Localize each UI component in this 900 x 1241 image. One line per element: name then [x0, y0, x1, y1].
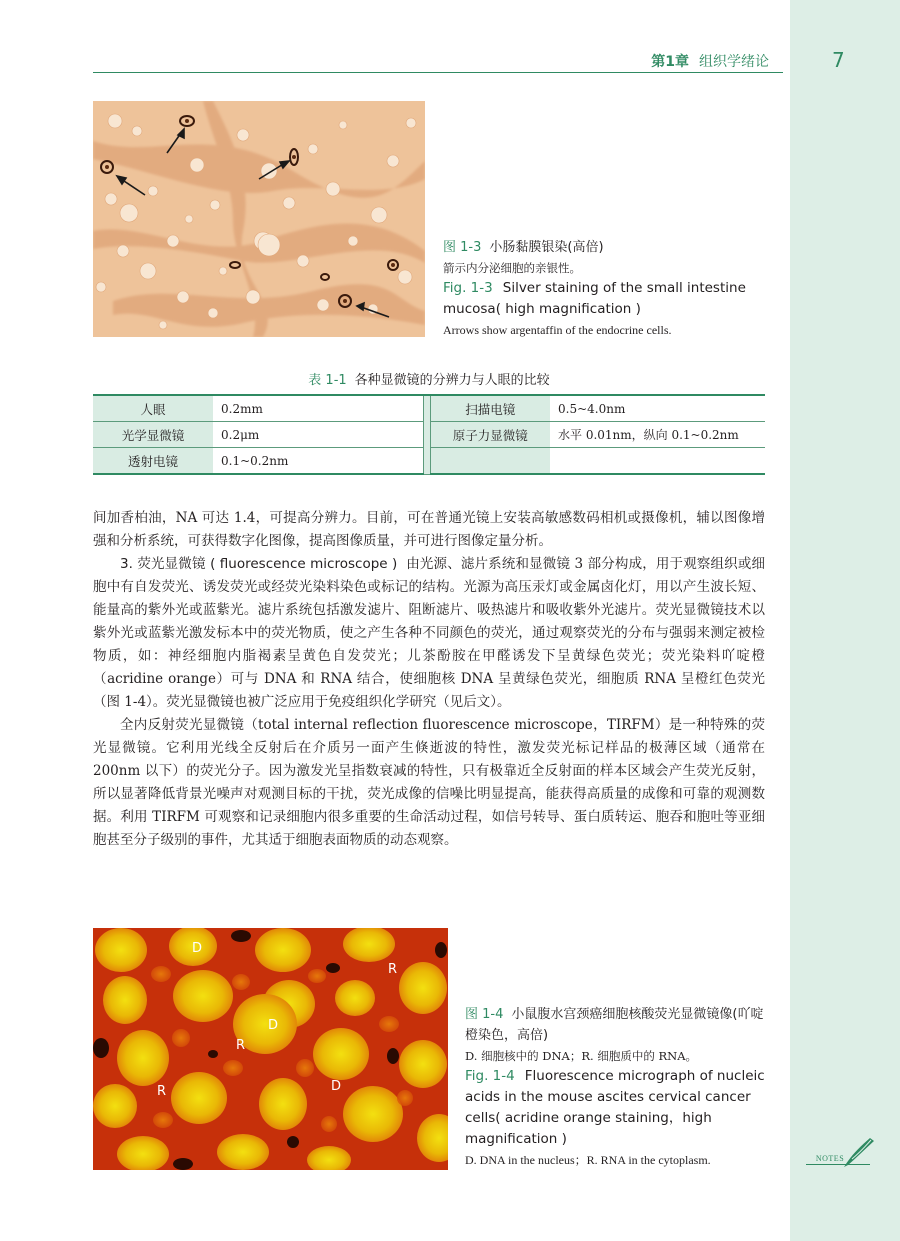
table-cell-value: 0.5~4.0nm [550, 395, 765, 422]
table-title-text: 各种显微镜的分辨力与人眼的比较 [354, 373, 550, 388]
figure-1-4-image [93, 928, 448, 1170]
running-header [93, 50, 783, 72]
table-cell-name: 人眼 [93, 395, 213, 422]
figure-1-3-note-en: Arrows show argentaffin of the endocrine cells. [443, 323, 672, 337]
label-r: R [388, 962, 398, 977]
margin-sidebar [790, 0, 900, 1241]
pen-icon [840, 1134, 880, 1168]
paragraph-fluorescence [93, 553, 765, 714]
figure-1-3-caption [443, 237, 773, 340]
figure-1-3-title-en [443, 278, 773, 320]
table-cell-value: 水平 0.01nm，纵向 0.1~0.2nm [550, 422, 765, 448]
table-cell-value: 0.2μm [213, 422, 423, 448]
table-1-1-title [93, 369, 765, 388]
figure-1-3-image [93, 101, 425, 337]
figure-1-4-title-zh [465, 1004, 775, 1046]
table-cell-value [550, 448, 765, 475]
fluorescence-text: 由光源、滤片系统和显微镜 3 部分构成，用于观察组织或细胞中有自发荧光、诱发荧光或经荧光染料染色或标记的结构。光源为高压汞灯或金属卤化灯，用以产生波长短、能量高的紫外光或蓝紫光。滤片系统包括激发滤片、阻断滤片、吸热滤片和吸收紫外光滤片。荧光显微镜技术以紫外光或蓝紫光激发标本中的荧光物质，使之产生各种不同颜色的荧光，通过观察荧光的分布与强弱来测定被检物质，如：神经细胞内脂褐素呈黄色自发荧光；儿茶酚胺在甲醛诱发下呈黄绿色荧光；荧光染料吖啶橙（acridine orange）可与 DNA 和 RNA 结合，使细胞核 DNA 呈黄绿色荧光，细胞质 RNA 呈橙红色荧光（图 1-4）。荧光显微镜也被广泛应用于免疫组织化学研究（见后文）。 [93, 556, 765, 710]
table-cell-name [430, 448, 550, 475]
figure-1-4-note-zh: D. 细胞核中的 DNA；R. 细胞质中的 RNA。 [465, 1049, 698, 1063]
figure-1-3-note-zh: 箭示内分泌细胞的亲银性。 [443, 261, 581, 275]
notes-label: NOTES [815, 1154, 845, 1163]
fluorescence-micrograph [93, 928, 448, 1170]
figure-1-4-note-en: D. DNA in the nucleus；R. RNA in the cytoplasm. [465, 1153, 711, 1167]
figure-1-4-title-en-text: Fluorescence micrograph of nucleic acids in the mouse ascites cervical cancer cells( acridine orange staining，high magnification ) [465, 1068, 765, 1147]
figure-1-3-number: 图 1-3 [443, 240, 482, 255]
table-cell-value: 0.1~0.2nm [213, 448, 423, 475]
table-cell-name: 透射电镜 [93, 448, 213, 475]
body-text [93, 507, 765, 852]
chapter-heading [651, 51, 769, 71]
fluorescence-heading: 3. 荧光显微镜 ( fluorescence microscope ) [120, 556, 398, 572]
figure-1-4-caption [465, 1004, 775, 1170]
table-number: 表 1-1 [308, 373, 347, 388]
table-separator [423, 395, 430, 474]
silver-stain-micrograph [93, 101, 425, 337]
figure-1-3-title-zh [443, 237, 773, 258]
figure-1-3-number-en: Fig. 1-3 [443, 280, 493, 296]
paragraph-resolution: 间加香柏油，NA 可达 1.4，可提高分辨力。目前，可在普通光镜上安装高敏感数码相机或摄像机，辅以图像增强和分析系统，可获得数字化图像，提高图像质量，并可进行图像定量分析。 [93, 510, 765, 549]
label-r: R [236, 1038, 246, 1053]
label-r: R [157, 1084, 167, 1099]
figure-1-4-title-en [465, 1066, 775, 1150]
label-d: D [268, 1018, 279, 1033]
paragraph-tirfm: 全内反射荧光显微镜（total internal reflection fluorescence microscope，TIRFM）是一种特殊的荧光显微镜。它利用光线全反射后在介质另一面产生倏逝波的特性，激发荧光标记样品的极薄区域（通常在 200nm 以下）的荧光分子。因为激发光呈指数衰减的特性，只有极靠近全反射面的样本区域会产生荧光反射，所以显著降低背景光噪声对观测目标的干扰，荧光成像的信噪比明显提高，能获得高质量的成像和可靠的观测数据。利用 TIRFM 可观察和记录细胞内很多重要的生命活动过程，如信号转导、蛋白质转运、胞吞和胞吐等亚细胞甚至分子级别的事件，尤其适于细胞表面物质的动态观察。 [93, 717, 765, 848]
figure-1-3-title-text: 小肠黏膜银染(高倍) [489, 240, 604, 255]
chapter-number: 第1章 [651, 54, 689, 70]
figure-1-4-number: 图 1-4 [465, 1007, 504, 1022]
table-cell-name: 光学显微镜 [93, 422, 213, 448]
table-cell-value: 0.2mm [213, 395, 423, 422]
resolution-table [93, 394, 765, 475]
page-number: 7 [832, 48, 845, 72]
figure-1-4-title-text: 小鼠腹水宫颈癌细胞核酸荧光显微镜像(吖啶橙染色，高倍) [465, 1007, 764, 1043]
table-cell-name: 扫描电镜 [430, 395, 550, 422]
table-cell-name: 原子力显微镜 [430, 422, 550, 448]
figure-1-3-title-en-text: Silver staining of the small intestine mucosa( high magnification ) [443, 280, 746, 317]
label-d: D [192, 941, 203, 956]
chapter-title: 组织学绪论 [699, 54, 769, 70]
figure-1-4-number-en: Fig. 1-4 [465, 1068, 515, 1084]
notes-mark [806, 1140, 880, 1174]
label-d: D [331, 1079, 342, 1094]
header-rule [93, 72, 783, 73]
table-row [93, 395, 765, 422]
